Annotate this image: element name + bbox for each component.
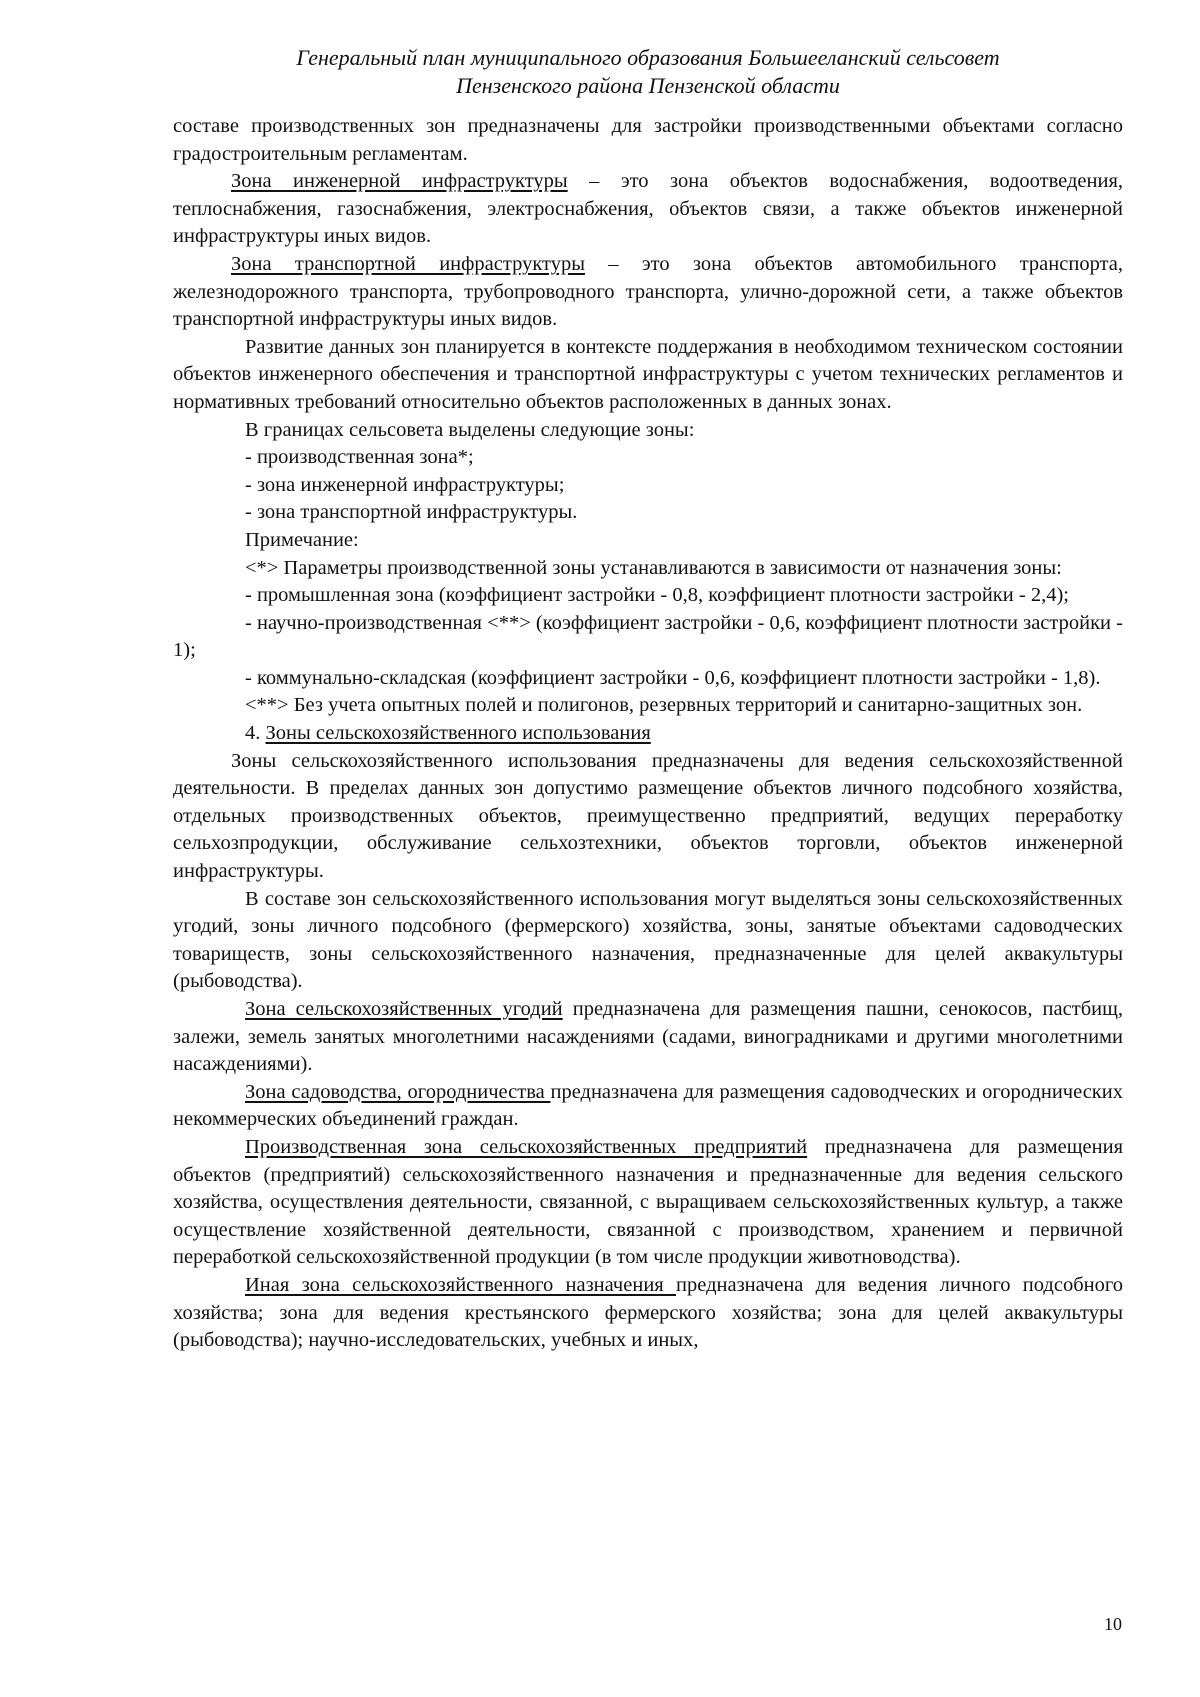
paragraph-text: – это зона объектов автомобильного транспорта, железнодорожного транспорта, трубопроводного транспорта, улично-дорожной сети, а также объектов транспортной инфраструктуры иных видов. (173, 252, 1123, 331)
header-line-1: Генеральный план муниципального образования Большееланский сельсовет (296, 45, 1000, 70)
zone-heading: Иная зона сельскохозяйственного назначения (245, 1273, 677, 1296)
paragraph-transport-zone (173, 251, 1123, 334)
paragraph-engineering-zone (173, 168, 1123, 251)
paragraph-gardening-zone (173, 1079, 1123, 1134)
paragraph: В составе зон сельскохозяйственного использования могут выделяться зоны сельскохозяйственных угодий, зоны личного подсобного (фермерского) хозяйства, зоны, занятые объектами садоводческих товариществ, зоны сельскохозяйственного назначения, предназначенные для целей аквакультуры (рыбоводства). (173, 887, 1123, 993)
zone-heading: Зона инженерной инфраструктуры (231, 170, 568, 193)
paragraph-agricultural-land (173, 996, 1123, 1079)
paragraph-other-agricultural-zone (173, 1272, 1123, 1355)
paragraph: Зоны сельскохозяйственного использования предназначены для ведения сельскохозяйственной деятельности. В пределах данных зон допустимо размещение объектов личного подсобного хозяйства, отдельных производственных объектов, преимущественно предприятий, ведущих переработку сельхозпродукции, обслуживание сельхозтехники, объектов торговли, объектов инженерной инфраструктуры. (173, 749, 1123, 883)
paragraph: Развитие данных зон планируется в контексте поддержания в необходимом техническом состоянии объектов инженерного обеспечения и транспортной инфраструктуры с учетом технических регламентов и нормативных требований относительно объектов расположенных в данных зонах. (173, 335, 1123, 413)
page-header (173, 44, 1123, 100)
note-heading: Примечание: (245, 528, 359, 551)
page-body (173, 113, 1123, 1355)
paragraph-text: предназначена для размещения садоводческих и огороднических некоммерческих объединений граждан. (173, 1080, 1123, 1131)
list-item: - производственная зона*; (245, 446, 474, 469)
zone-heading: Зона транспортной инфраструктуры (231, 252, 585, 275)
section-heading (173, 720, 1123, 748)
page-number: 10 (1104, 1614, 1122, 1634)
zone-heading: Зона сельскохозяйственных угодий (245, 998, 563, 1020)
list-item: - научно-производственная <**> (коэффициент застройки - 0,6, коэффициент плотности застройки - 1); (173, 611, 1123, 662)
zone-heading: Производственная зона сельскохозяйственных предприятий (245, 1135, 808, 1158)
section-number: 4. (245, 722, 266, 745)
paragraph: составе производственных зон предназначены для застройки производственными объектами согласно градостроительным регламентам. (173, 115, 1123, 165)
paragraph: В границах сельсовета выделены следующие зоны: (245, 418, 695, 441)
list-item: - коммунально-складская (коэффициент застройки - 0,6, коэффициент плотности застройки - 1,8). (245, 666, 1101, 689)
paragraph-text: предназначена для ведения личного подсобного хозяйства; зона для ведения крестьянского фермерского хозяйства; зона для целей аквакультуры (рыбоводства); научно-исследовательских, учебных и иных, (173, 1273, 1124, 1352)
paragraph-agricultural-enterprises (173, 1134, 1123, 1272)
paragraph-text: – это зона объектов водоснабжения, водоотведения, теплоснабжения, газоснабжения, электроснабжения, объектов связи, а также объектов инженерной инфраструктуры иных видов. (173, 170, 1124, 248)
paragraph-text: предназначена для размещения пашни, сенокосов, пастбищ, залежи, земель занятых многолетними насаждениями (садами, виноградниками и другими многолетними насаждениями). (173, 998, 1123, 1076)
paragraph: <**> Без учета опытных полей и полигонов, резервных территорий и санитарно-защитных зон. (245, 694, 1083, 717)
section-title: Зоны сельскохозяйственного использования (265, 722, 651, 745)
list-item: - зона инженерной инфраструктуры; (245, 473, 565, 496)
list-item: - зона транспортной инфраструктуры. (245, 501, 578, 524)
list-item: - промышленная зона (коэффициент застройки - 0,8, коэффициент плотности застройки - 2,4); (245, 584, 1069, 607)
paragraph-text: предназначена для размещения объектов (предприятий) сельскохозяйственного назначения и предназначенные для ведения сельского хозяйства, осуществления деятельности, связанной, с выращиваем сельскохозяйственных культур, а также осуществление хозяйственной деятельности, связанной с производством, хранением и первичной переработкой сельскохозяйственной продукции (в том числе продукции животноводства). (173, 1135, 1123, 1269)
paragraph: <*> Параметры производственной зоны устанавливаются в зависимости от назначения зоны: (245, 556, 1062, 579)
header-line-2: Пензенского района Пензенской области (456, 73, 840, 98)
zone-heading: Зона садоводства, огородничества (245, 1080, 551, 1103)
